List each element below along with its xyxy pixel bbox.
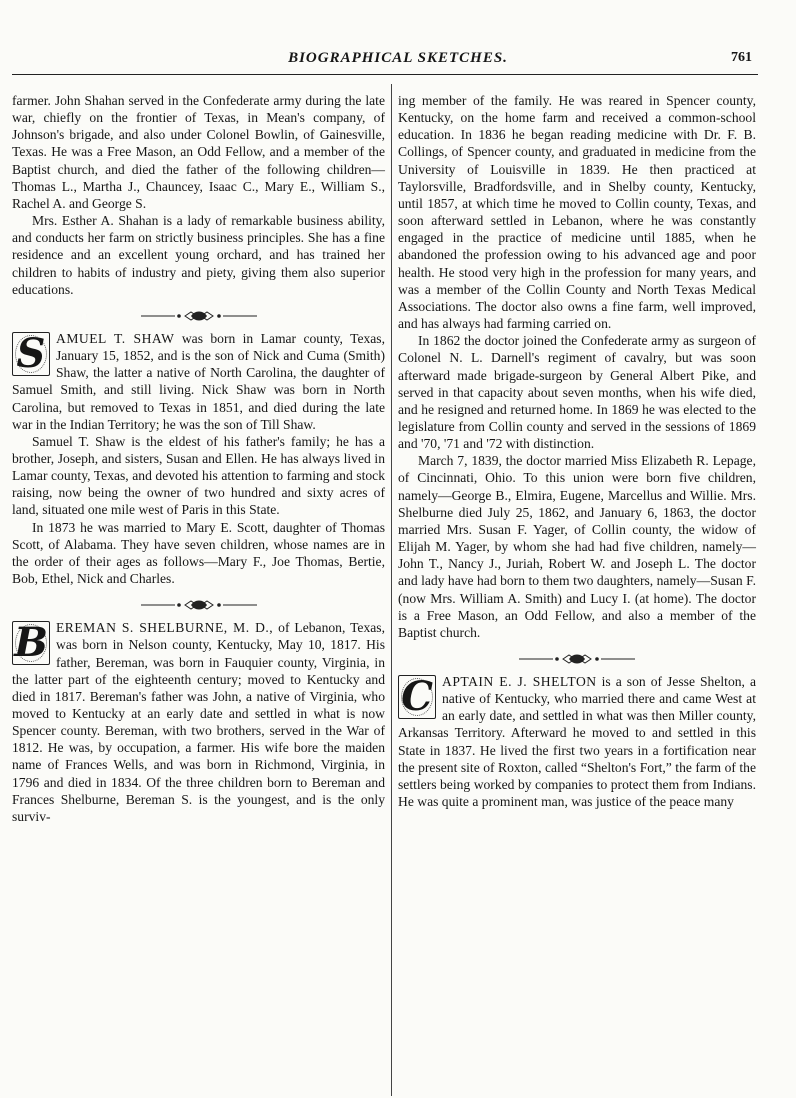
running-title: BIOGRAPHICAL SKETCHES.	[288, 50, 508, 66]
ornament-flourish-icon	[517, 653, 637, 665]
shahan-paragraph-2: Mrs. Esther A. Shahan is a lady of remarkable business ability, and conducts her farm on strictly business principles. She has a fine residence and an excellent young orchard, and has trained her children to habits of industry and piety, giving them also superior educations.	[12, 213, 385, 297]
section-ornament	[12, 306, 385, 320]
shelburne-paragraph-4: March 7, 1839, the doctor married Miss Elizabeth R. Lepage, of Cincinnati, Ohio. To this union were born five children, namely—George B., Elmira, Eugene, Marcellus and Willie. Mrs. Shelburne died July 25, 1862, and January 6, 1863, the doctor married Mrs. Susan F. Yager, of Collin county, the widow of Elijah M. Yager, by whom she had had five children, namely—John T., Nancy J., Juriah, Robert W. and Joseph L. The doctor and lady have had born to them two daughters, namely—Susan F. (now Mrs. William A. Smith) and Lucy I. (at home). The doctor is a Free Mason, an Odd Fellow, and also a member of the Baptist church.	[398, 453, 756, 640]
shaw-paragraph-2: Samuel T. Shaw is the eldest of his father's family; he has a brother, Joseph, and sisters, Susan and Ellen. He has always lived in Lamar county, Texas, and devoted his attention to farming and stock raising, now being the owner of two hundred and sixty acres of land, situated one mile west of Paris in this State.	[12, 433, 385, 518]
shaw-paragraph-1	[12, 330, 385, 433]
header-rule	[12, 74, 758, 75]
left-column	[12, 92, 385, 825]
right-column	[398, 92, 756, 810]
shelburne-paragraph-2: ing member of the family. He was reared in Spencer county, Kentucky, on the home farm and received a common-school education. In 1836 he began reading medicine with Dr. F. B. Collings, of Spencer county, and graduated in medicine from the University of Louisville in 1839. He then practiced at Taylorsville, Bradfordsville, and in Shelby county, Kentucky, until 1857, at which time he moved to Collin county, Texas, and soon afterward settled in Lebanon, where he was constantly engaged in the practice of medicine until 1885, when he abandoned the profession owing to his advanced age and poor health. He stood very high in the profession for many years, and was a member of the Collin County and North Texas Medical Associations. The doctor also owns a fine farm, well improved, and has always had farming carried on.	[398, 93, 756, 332]
shelburne-paragraph-1	[12, 619, 385, 825]
shaw-dropcap: S	[12, 332, 50, 376]
shaw-text: was born in Lamar county, Texas, January 15, 1852, and is the son of Nick and Cuma (Smith) Shaw, the latter a native of North Carolina, the daughter of Samuel Smith, and still living. Nick Shaw was born in North Carolina, but removed to Texas in 1851, and died during the late war in the Indian Territory; he was the son of Till Shaw.	[12, 330, 385, 432]
section-ornament	[12, 595, 385, 609]
shaw-paragraph-3: In 1873 he was married to Mary E. Scott, daughter of Thomas Scott, of Alabama. They have seven children, whose names are in the order of their ages as follows—Mary F., Joe Thomas, Bertie, Bob, Ethel, Nick and Charles.	[12, 519, 385, 587]
shelton-dropcap: C	[398, 675, 436, 719]
column-divider	[391, 84, 392, 1096]
shelburne-paragraph-3: In 1862 the doctor joined the Confederate army as surgeon of Colonel N. L. Darnell's regiment of cavalry, but was soon afterward made brigade-surgeon by General Albert Pike, and served in that capacity about seven months, when his wife died, and he resigned and returned home. In 1869 he was elected to the legislature from Collin county and served in the sessions of 1869 and '70, '71 and '72 with distinction.	[398, 333, 756, 452]
shaw-name: AMUEL T. SHAW	[56, 330, 175, 346]
section-ornament	[398, 649, 756, 663]
shelton-name: APTAIN E. J. SHELTON	[442, 674, 597, 689]
ornament-flourish-icon	[139, 599, 259, 611]
running-head	[0, 50, 796, 70]
shelburne-text: of Lebanon, Texas, was born in Nelson county, Kentucky, May 10, 1817. His father, Bereman, was born in Fauquier county, Virginia, in the latter part of the eighteenth century; moved to Kentucky and died in 1817. Bereman's father was John, a native of Virginia, who moved to Kentucky at an early date and settled in what is now Spencer county. Bereman, with two brothers, served in the War of 1812. He was, by occupation, a farmer. His wife bore the maiden name of Frances Wells, and was born in Richmond, Virginia, in 1796 and died in 1834. Of the three children born to Bereman and Frances Shelburne, Bereman S. is the youngest, and is the only surviv-	[12, 620, 385, 824]
ornament-flourish-icon	[139, 310, 259, 322]
shelton-text: is a son of Jesse Shelton, a native of Kentucky, who married there and came West at an early date, and settled in what was then Miller county, Arkansas Territory. Afterward he moved to and settled in this State in 1837. He lived the first two years in a fortification near the present site of Roxton, called “Shelton's Fort,” the farm of the settlers being worked by companies to protect them from Indians. He was quite a prominent man, was justice of the peace many	[398, 674, 756, 810]
shelburne-name: EREMAN S. SHELBURNE, M. D.,	[56, 620, 274, 636]
shelburne-dropcap: B	[12, 621, 50, 665]
page-number: 761	[731, 50, 752, 65]
shelton-paragraph-1	[398, 673, 756, 810]
shahan-paragraph-1: farmer. John Shahan served in the Confederate army during the late war, chiefly on the frontier of Texas, in Mean's company, of Johnson's brigade, and also under Colonel Bowlin, of Gainesville, Texas. He was a Free Mason, an Odd Fellow, and a member of the Baptist church, and died the father of the following children—Thomas L., Martha J., Chauncey, Isaac C., Mary E., William S., Rachel A. and George S.	[12, 93, 385, 211]
